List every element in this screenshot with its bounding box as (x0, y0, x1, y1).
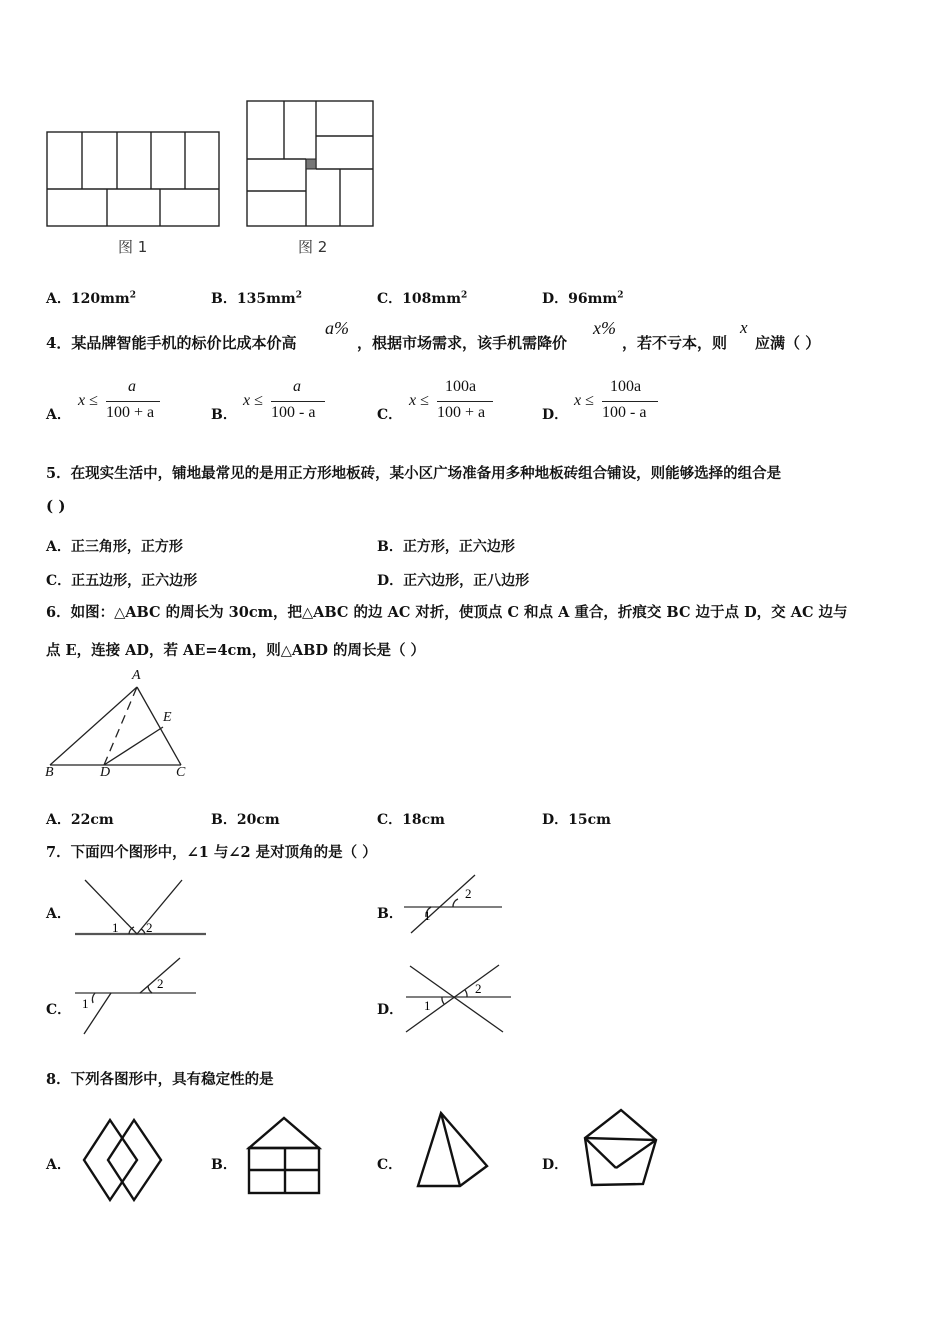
q4-a-num: a (128, 378, 136, 395)
q8-option-b[interactable]: B． (211, 1157, 237, 1173)
q6-label-c: C (176, 765, 186, 780)
q7d-angle2-label: 2 (475, 981, 482, 996)
q7b-angle1-label: 1 (424, 908, 431, 923)
q4-var-x: x (740, 318, 748, 337)
q7-option-b[interactable]: B． (377, 906, 403, 922)
q8-stem: 8．下列各图形中，具有稳定性的是 (46, 1071, 274, 1088)
q7-stem: 7．下面四个图形中，∠1 与∠2 是对顶角的是（ ） (46, 844, 377, 861)
q7c-angle1-label: 1 (82, 996, 89, 1011)
q7a-angle1-label: 1 (112, 920, 119, 935)
q7c-angle2-label: 2 (157, 976, 164, 991)
q3-option-a[interactable]: A．$120mm^2$ (46, 290, 136, 307)
q3-option-d[interactable]: D．$96mm^2$ (542, 290, 624, 307)
q7-option-a[interactable]: A． (46, 906, 71, 922)
q6-stem-line2: 点 E，连接 AD，若 AE=4cm，则△ABD 的周长是（ ） (46, 642, 426, 659)
q4-stem-end: 应满（ ） (755, 334, 821, 352)
q5-stem-line2: ( ) (46, 497, 66, 515)
q5-stem-line1: 5．在现实生活中，铺地最常见的是用正方形地板砖，某小区广场准备用多种地板砖组合铺设，则能够选择的组合是 (46, 465, 782, 482)
q5-option-c[interactable]: C．正五边形，正六边形 (46, 573, 198, 589)
q4-option-a[interactable]: A． x ≤ a 100 + a (46, 378, 176, 428)
q7-option-d[interactable]: D． (377, 1002, 404, 1018)
q6-label-a: A (132, 668, 141, 683)
q6-option-d[interactable]: D．15cm (542, 812, 611, 828)
q4-option-c[interactable]: C． x ≤ 100a 100 + a (377, 378, 507, 428)
q7a-angle2-label: 2 (146, 920, 153, 935)
q5-option-a[interactable]: A．正三角形，正方形 (46, 539, 183, 555)
q6-option-a[interactable]: A．22cm (46, 812, 114, 828)
q6-option-c[interactable]: C．18cm (377, 812, 445, 828)
q7-option-c[interactable]: C． (46, 1002, 72, 1018)
q8-option-c[interactable]: C． (377, 1157, 403, 1173)
q5-option-d[interactable]: D．正六边形，正八边形 (377, 573, 530, 589)
q4-stem-mid2: ，若不亏本，则 (622, 334, 728, 352)
fig1-caption: 图 1 (118, 238, 148, 256)
q6-label-d: D (100, 765, 111, 780)
q6-option-b[interactable]: B．20cm (211, 812, 280, 828)
q6-label-b: B (45, 765, 54, 780)
q6-label-e: E (163, 710, 172, 725)
q8-option-d[interactable]: D． (542, 1157, 569, 1173)
q6-stem-line1: 6．如图：△ABC 的周长为 30cm，把△ABC 的边 AC 对折，使顶点 C 和点 A 重合，折痕交 BC 边于点 D，交 AC 边与 (46, 604, 848, 621)
fig2-caption: 图 2 (298, 238, 328, 256)
q7d-angle1-label: 1 (424, 998, 431, 1013)
q7b-angle2-label: 2 (465, 886, 472, 901)
q4-var-x-percent: x% (593, 318, 616, 338)
q4-option-d[interactable]: D． x ≤ 100a 100 - a (542, 378, 672, 428)
q4-var-a-percent: a% (325, 318, 349, 338)
q8-option-a[interactable]: A． (46, 1157, 71, 1173)
q4-option-b[interactable]: B． x ≤ a 100 - a (211, 378, 341, 428)
q4-stem-mid: ，根据市场需求，该手机需降价 (357, 334, 568, 352)
q5-option-b[interactable]: B．正方形，正六边形 (377, 539, 515, 555)
q3-option-c[interactable]: C．$108mm^2$ (377, 290, 468, 307)
q4-stem: 4．某品牌智能手机的标价比成本价高 (46, 334, 297, 352)
q3-option-b[interactable]: B．$135mm^2$ (211, 290, 302, 307)
